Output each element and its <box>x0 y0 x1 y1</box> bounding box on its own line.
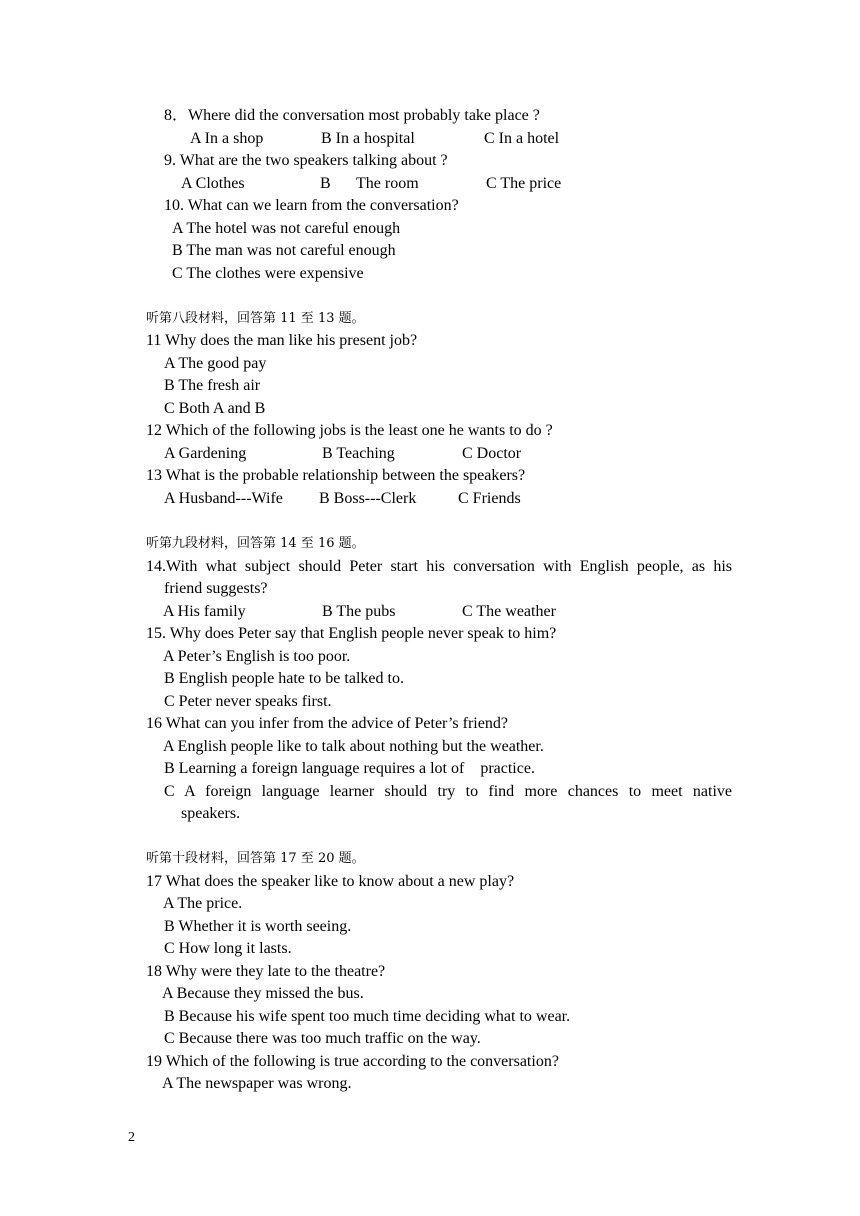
q19-option-a: A The newspaper was wrong. <box>162 1075 352 1092</box>
page-number: 2 <box>128 1130 135 1145</box>
q17-option-b: B Whether it is worth seeing. <box>164 918 352 935</box>
q9-option-b-text: The room <box>356 175 419 192</box>
q12-option-c: C Doctor <box>462 445 522 462</box>
q13-option-a: A Husband---Wife <box>164 490 283 507</box>
q11-option-b: B The fresh air <box>164 377 261 394</box>
question-10: 10. What can we learn from the conversation? <box>164 197 459 214</box>
q9-option-b-letter: B <box>320 175 331 192</box>
section-heading-9: 听第九段材料，回答第 14 至 16 题。 <box>146 536 365 551</box>
q11-option-c: C Both A and B <box>164 400 266 417</box>
question-12: 12 Which of the following jobs is the least one he wants to do ? <box>146 422 553 439</box>
question-14-line-2: friend suggests? <box>164 580 268 597</box>
q12-option-b: B Teaching <box>322 445 395 462</box>
question-14-line-1: 14.With what subject should Peter start his conversation with English people, as his <box>146 558 732 575</box>
q8-option-b: B In a hospital <box>321 130 415 147</box>
q14-option-a: A His family <box>163 603 246 620</box>
q8-option-c: C In a hotel <box>484 130 560 147</box>
q13-option-c: C Friends <box>458 490 521 507</box>
q12-option-a: A Gardening <box>164 445 247 462</box>
q17-option-a: A The price. <box>163 895 243 912</box>
q16-option-c-line-2: speakers. <box>181 805 241 822</box>
question-16: 16 What can you infer from the advice of Peter’s friend? <box>146 715 508 732</box>
q9-option-a: A Clothes <box>181 175 245 192</box>
q10-option-a: A The hotel was not careful enough <box>172 220 401 237</box>
q10-option-b: B The man was not careful enough <box>172 242 396 259</box>
question-19: 19 Which of the following is true according to the conversation? <box>146 1053 559 1070</box>
section-heading-8: 听第八段材料，回答第 11 至 13 题。 <box>146 311 365 326</box>
question-13: 13 What is the probable relationship between the speakers? <box>146 467 526 484</box>
question-18: 18 Why were they late to the theatre? <box>146 963 386 980</box>
q8-option-a: A In a shop <box>190 130 264 147</box>
q16-option-a: A English people like to talk about nothing but the weather. <box>163 738 544 755</box>
q9-option-c: C The price <box>486 175 562 192</box>
section-heading-10: 听第十段材料，回答第 17 至 20 题。 <box>146 851 365 866</box>
question-8: 8．Where did the conversation most probably take place ? <box>164 107 540 124</box>
question-9: 9. What are the two speakers talking about ? <box>164 152 448 169</box>
q14-option-c: C The weather <box>462 603 556 620</box>
q11-option-a: A The good pay <box>164 355 267 372</box>
q16-option-b: B Learning a foreign language requires a lot of practice. <box>164 760 535 777</box>
q18-option-a: A Because they missed the bus. <box>162 985 364 1002</box>
q16-option-c-line-1: C A foreign language learner should try to find more chances to meet native <box>164 783 732 800</box>
q18-option-b: B Because his wife spent too much time deciding what to wear. <box>164 1008 571 1025</box>
q18-option-c: C Because there was too much traffic on the way. <box>164 1030 481 1047</box>
q17-option-c: C How long it lasts. <box>164 940 292 957</box>
q15-option-b: B English people hate to be talked to. <box>164 670 404 687</box>
q15-option-c: C Peter never speaks first. <box>164 693 332 710</box>
q14-option-b: B The pubs <box>322 603 396 620</box>
q13-option-b: B Boss---Clerk <box>319 490 417 507</box>
question-15: 15. Why does Peter say that English people never speak to him? <box>146 625 557 642</box>
question-17: 17 What does the speaker like to know about a new play? <box>146 873 515 890</box>
question-11: 11 Why does the man like his present job? <box>146 332 418 349</box>
q10-option-c: C The clothes were expensive <box>172 265 364 282</box>
q15-option-a: A Peter’s English is too poor. <box>163 648 351 665</box>
